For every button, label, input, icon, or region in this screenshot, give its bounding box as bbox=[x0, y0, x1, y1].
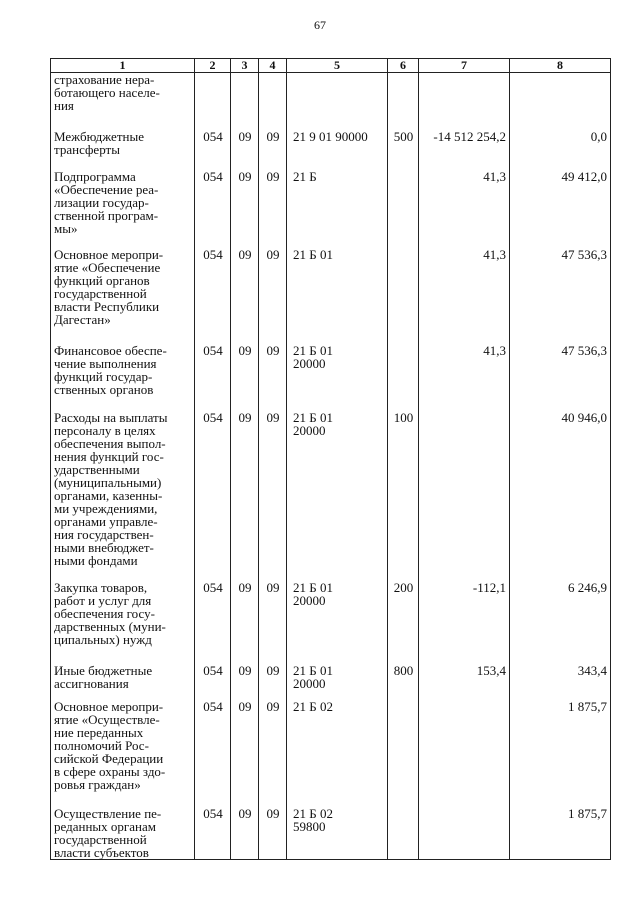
target-article-cell-text: 21 Б 02 59800 bbox=[293, 805, 333, 834]
section-cell-text: 09 bbox=[238, 246, 252, 262]
expense-type-cell-text: 500 bbox=[393, 128, 414, 144]
row-name-cell bbox=[51, 130, 195, 170]
target-article-cell-text: 21 Б 01 bbox=[293, 246, 333, 262]
row-name-cell bbox=[51, 581, 195, 664]
section-cell bbox=[231, 411, 259, 581]
row-name-cell bbox=[51, 700, 195, 807]
section-cell-text: 09 bbox=[238, 128, 252, 144]
row-name-cell-text: Основное меропри- ятие «Обеспечение функций органов государственной власти Республики Дагестан» bbox=[54, 246, 164, 327]
target-article-cell bbox=[287, 700, 388, 807]
table-row bbox=[51, 344, 611, 411]
change-amount-cell-text: 41,3 bbox=[483, 246, 506, 262]
code-cell bbox=[195, 248, 231, 344]
budget-table bbox=[50, 58, 611, 860]
table-row bbox=[51, 664, 611, 700]
section-cell bbox=[231, 807, 259, 860]
target-article-cell-text: 21 Б 01 20000 bbox=[293, 409, 333, 438]
total-amount-cell bbox=[510, 700, 611, 807]
section-cell-text: 09 bbox=[238, 342, 252, 358]
expense-type-cell bbox=[388, 248, 419, 344]
subsection-cell bbox=[259, 664, 287, 700]
expense-type-cell bbox=[388, 344, 419, 411]
subsection-cell-text: 09 bbox=[266, 579, 280, 595]
row-name-cell-text: страхование нера- ботающего населе- ния bbox=[54, 72, 160, 113]
target-article-cell bbox=[287, 130, 388, 170]
table-row bbox=[51, 411, 611, 581]
table-header-row bbox=[51, 59, 611, 73]
total-amount-cell bbox=[510, 807, 611, 860]
subsection-cell-text: 09 bbox=[266, 409, 280, 425]
expense-type-cell-text: 200 bbox=[393, 579, 414, 595]
code-cell bbox=[195, 73, 231, 130]
target-article-cell-text: 21 Б bbox=[293, 168, 317, 184]
subsection-cell bbox=[259, 700, 287, 807]
expense-type-cell bbox=[388, 807, 419, 860]
section-cell-text: 09 bbox=[238, 579, 252, 595]
target-article-cell-text: 21 9 01 90000 bbox=[293, 128, 368, 144]
section-cell-text: 09 bbox=[238, 409, 252, 425]
section-cell bbox=[231, 581, 259, 664]
code-cell-text: 054 bbox=[203, 246, 223, 262]
change-amount-cell bbox=[419, 248, 510, 344]
subsection-cell-text: 09 bbox=[266, 168, 280, 184]
row-name-cell-text: Основное меропри- ятие «Осуществле- ние переданных полномочий Рос- сийской Федерации в сфере охраны здо- ровья граждан» bbox=[54, 698, 166, 792]
total-amount-cell bbox=[510, 581, 611, 664]
code-cell-text: 054 bbox=[203, 579, 223, 595]
code-cell bbox=[195, 170, 231, 248]
section-cell bbox=[231, 73, 259, 130]
change-amount-cell bbox=[419, 664, 510, 700]
table-row bbox=[51, 581, 611, 664]
total-amount-cell bbox=[510, 664, 611, 700]
target-article-cell-text: 21 Б 01 20000 bbox=[293, 662, 333, 691]
section-cell bbox=[231, 344, 259, 411]
change-amount-cell bbox=[419, 807, 510, 860]
column-header: 7 bbox=[419, 59, 510, 73]
expense-type-cell bbox=[388, 130, 419, 170]
code-cell-text: 054 bbox=[203, 128, 223, 144]
table-row bbox=[51, 248, 611, 344]
total-amount-cell-text: 49 412,0 bbox=[561, 168, 607, 184]
target-article-cell bbox=[287, 664, 388, 700]
column-header: 2 bbox=[195, 59, 231, 73]
code-cell bbox=[195, 807, 231, 860]
expense-type-cell bbox=[388, 73, 419, 130]
code-cell bbox=[195, 411, 231, 581]
change-amount-cell bbox=[419, 581, 510, 664]
change-amount-cell-text: 41,3 bbox=[483, 342, 506, 358]
section-cell-text: 09 bbox=[238, 662, 252, 678]
subsection-cell bbox=[259, 581, 287, 664]
section-cell bbox=[231, 130, 259, 170]
change-amount-cell-text: -14 512 254,2 bbox=[433, 128, 506, 144]
row-name-cell bbox=[51, 411, 195, 581]
section-cell-text: 09 bbox=[238, 805, 252, 821]
target-article-cell-text: 21 Б 02 bbox=[293, 698, 333, 714]
subsection-cell-text: 09 bbox=[266, 342, 280, 358]
subsection-cell bbox=[259, 411, 287, 581]
target-article-cell bbox=[287, 344, 388, 411]
column-header: 5 bbox=[287, 59, 388, 73]
total-amount-cell bbox=[510, 411, 611, 581]
row-name-cell bbox=[51, 73, 195, 130]
row-name-cell bbox=[51, 807, 195, 860]
expense-type-cell bbox=[388, 170, 419, 248]
page-number: 67 bbox=[314, 18, 326, 32]
code-cell-text: 054 bbox=[203, 168, 223, 184]
row-name-cell-text: Расходы на выплаты персоналу в целях обеспечения выпол- нения функций гос- ударственными (муниципальными) органами, казенны- ми учреждениями, органами управле- ния государствен- ными внебюджет- ными фондами bbox=[54, 409, 168, 568]
subsection-cell-text: 09 bbox=[266, 246, 280, 262]
subsection-cell-text: 09 bbox=[266, 662, 280, 678]
subsection-cell bbox=[259, 130, 287, 170]
change-amount-cell bbox=[419, 700, 510, 807]
subsection-cell bbox=[259, 807, 287, 860]
target-article-cell bbox=[287, 73, 388, 130]
expense-type-cell bbox=[388, 664, 419, 700]
row-name-cell bbox=[51, 664, 195, 700]
code-cell bbox=[195, 130, 231, 170]
target-article-cell bbox=[287, 807, 388, 860]
column-header: 4 bbox=[259, 59, 287, 73]
target-article-cell bbox=[287, 581, 388, 664]
column-header: 6 bbox=[388, 59, 419, 73]
code-cell-text: 054 bbox=[203, 342, 223, 358]
total-amount-cell-text: 1 875,7 bbox=[568, 698, 607, 714]
table-row bbox=[51, 73, 611, 130]
total-amount-cell-text: 6 246,9 bbox=[568, 579, 607, 595]
row-name-cell-text: Подпрограмма «Обеспечение реа- лизации государ- ственной програм- мы» bbox=[54, 168, 159, 236]
table-row bbox=[51, 170, 611, 248]
table-row bbox=[51, 130, 611, 170]
section-cell bbox=[231, 700, 259, 807]
subsection-cell bbox=[259, 344, 287, 411]
code-cell-text: 054 bbox=[203, 409, 223, 425]
target-article-cell bbox=[287, 248, 388, 344]
section-cell-text: 09 bbox=[238, 698, 252, 714]
section-cell bbox=[231, 170, 259, 248]
row-name-cell-text: Закупка товаров, работ и услуг для обеспечения госу- дарственных (муни- ципальных) нужд bbox=[54, 579, 166, 647]
row-name-cell-text: Осуществление пе- реданных органам государственной власти субъектов bbox=[54, 805, 162, 860]
total-amount-cell-text: 47 536,3 bbox=[561, 246, 607, 262]
total-amount-cell bbox=[510, 73, 611, 130]
total-amount-cell bbox=[510, 170, 611, 248]
change-amount-cell bbox=[419, 130, 510, 170]
subsection-cell bbox=[259, 73, 287, 130]
subsection-cell-text: 09 bbox=[266, 128, 280, 144]
subsection-cell bbox=[259, 248, 287, 344]
change-amount-cell-text: 41,3 bbox=[483, 168, 506, 184]
column-header: 1 bbox=[51, 59, 195, 73]
row-name-cell-text: Иные бюджетные ассигнования bbox=[54, 662, 153, 691]
change-amount-cell bbox=[419, 170, 510, 248]
row-name-cell bbox=[51, 170, 195, 248]
change-amount-cell bbox=[419, 73, 510, 130]
change-amount-cell bbox=[419, 411, 510, 581]
row-name-cell bbox=[51, 344, 195, 411]
change-amount-cell-text: 153,4 bbox=[476, 662, 506, 678]
table-row bbox=[51, 807, 611, 860]
section-cell-text: 09 bbox=[238, 168, 252, 184]
target-article-cell-text: 21 Б 01 20000 bbox=[293, 579, 333, 608]
target-article-cell bbox=[287, 170, 388, 248]
change-amount-cell-text: -112,1 bbox=[472, 579, 506, 595]
total-amount-cell-text: 343,4 bbox=[577, 662, 607, 678]
code-cell bbox=[195, 700, 231, 807]
expense-type-cell-text: 100 bbox=[393, 409, 414, 425]
expense-type-cell bbox=[388, 411, 419, 581]
subsection-cell bbox=[259, 170, 287, 248]
expense-type-cell-text: 800 bbox=[393, 662, 414, 678]
code-cell-text: 054 bbox=[203, 805, 223, 821]
section-cell bbox=[231, 248, 259, 344]
column-header: 3 bbox=[231, 59, 259, 73]
expense-type-cell bbox=[388, 700, 419, 807]
subsection-cell-text: 09 bbox=[266, 698, 280, 714]
total-amount-cell-text: 47 536,3 bbox=[561, 342, 607, 358]
total-amount-cell bbox=[510, 130, 611, 170]
total-amount-cell-text: 0,0 bbox=[590, 128, 607, 144]
code-cell-text: 054 bbox=[203, 698, 223, 714]
expense-type-cell bbox=[388, 581, 419, 664]
code-cell bbox=[195, 344, 231, 411]
change-amount-cell bbox=[419, 344, 510, 411]
row-name-cell-text: Межбюджетные трансферты bbox=[54, 128, 144, 157]
total-amount-cell bbox=[510, 344, 611, 411]
target-article-cell bbox=[287, 411, 388, 581]
section-cell bbox=[231, 664, 259, 700]
total-amount-cell-text: 40 946,0 bbox=[561, 409, 607, 425]
code-cell bbox=[195, 664, 231, 700]
table-row bbox=[51, 700, 611, 807]
total-amount-cell-text: 1 875,7 bbox=[568, 805, 607, 821]
total-amount-cell bbox=[510, 248, 611, 344]
column-header: 8 bbox=[510, 59, 611, 73]
row-name-cell-text: Финансовое обеспе- чение выполнения функций государ- ственных органов bbox=[54, 342, 167, 397]
row-name-cell bbox=[51, 248, 195, 344]
code-cell-text: 054 bbox=[203, 662, 223, 678]
target-article-cell-text: 21 Б 01 20000 bbox=[293, 342, 333, 371]
code-cell bbox=[195, 581, 231, 664]
subsection-cell-text: 09 bbox=[266, 805, 280, 821]
